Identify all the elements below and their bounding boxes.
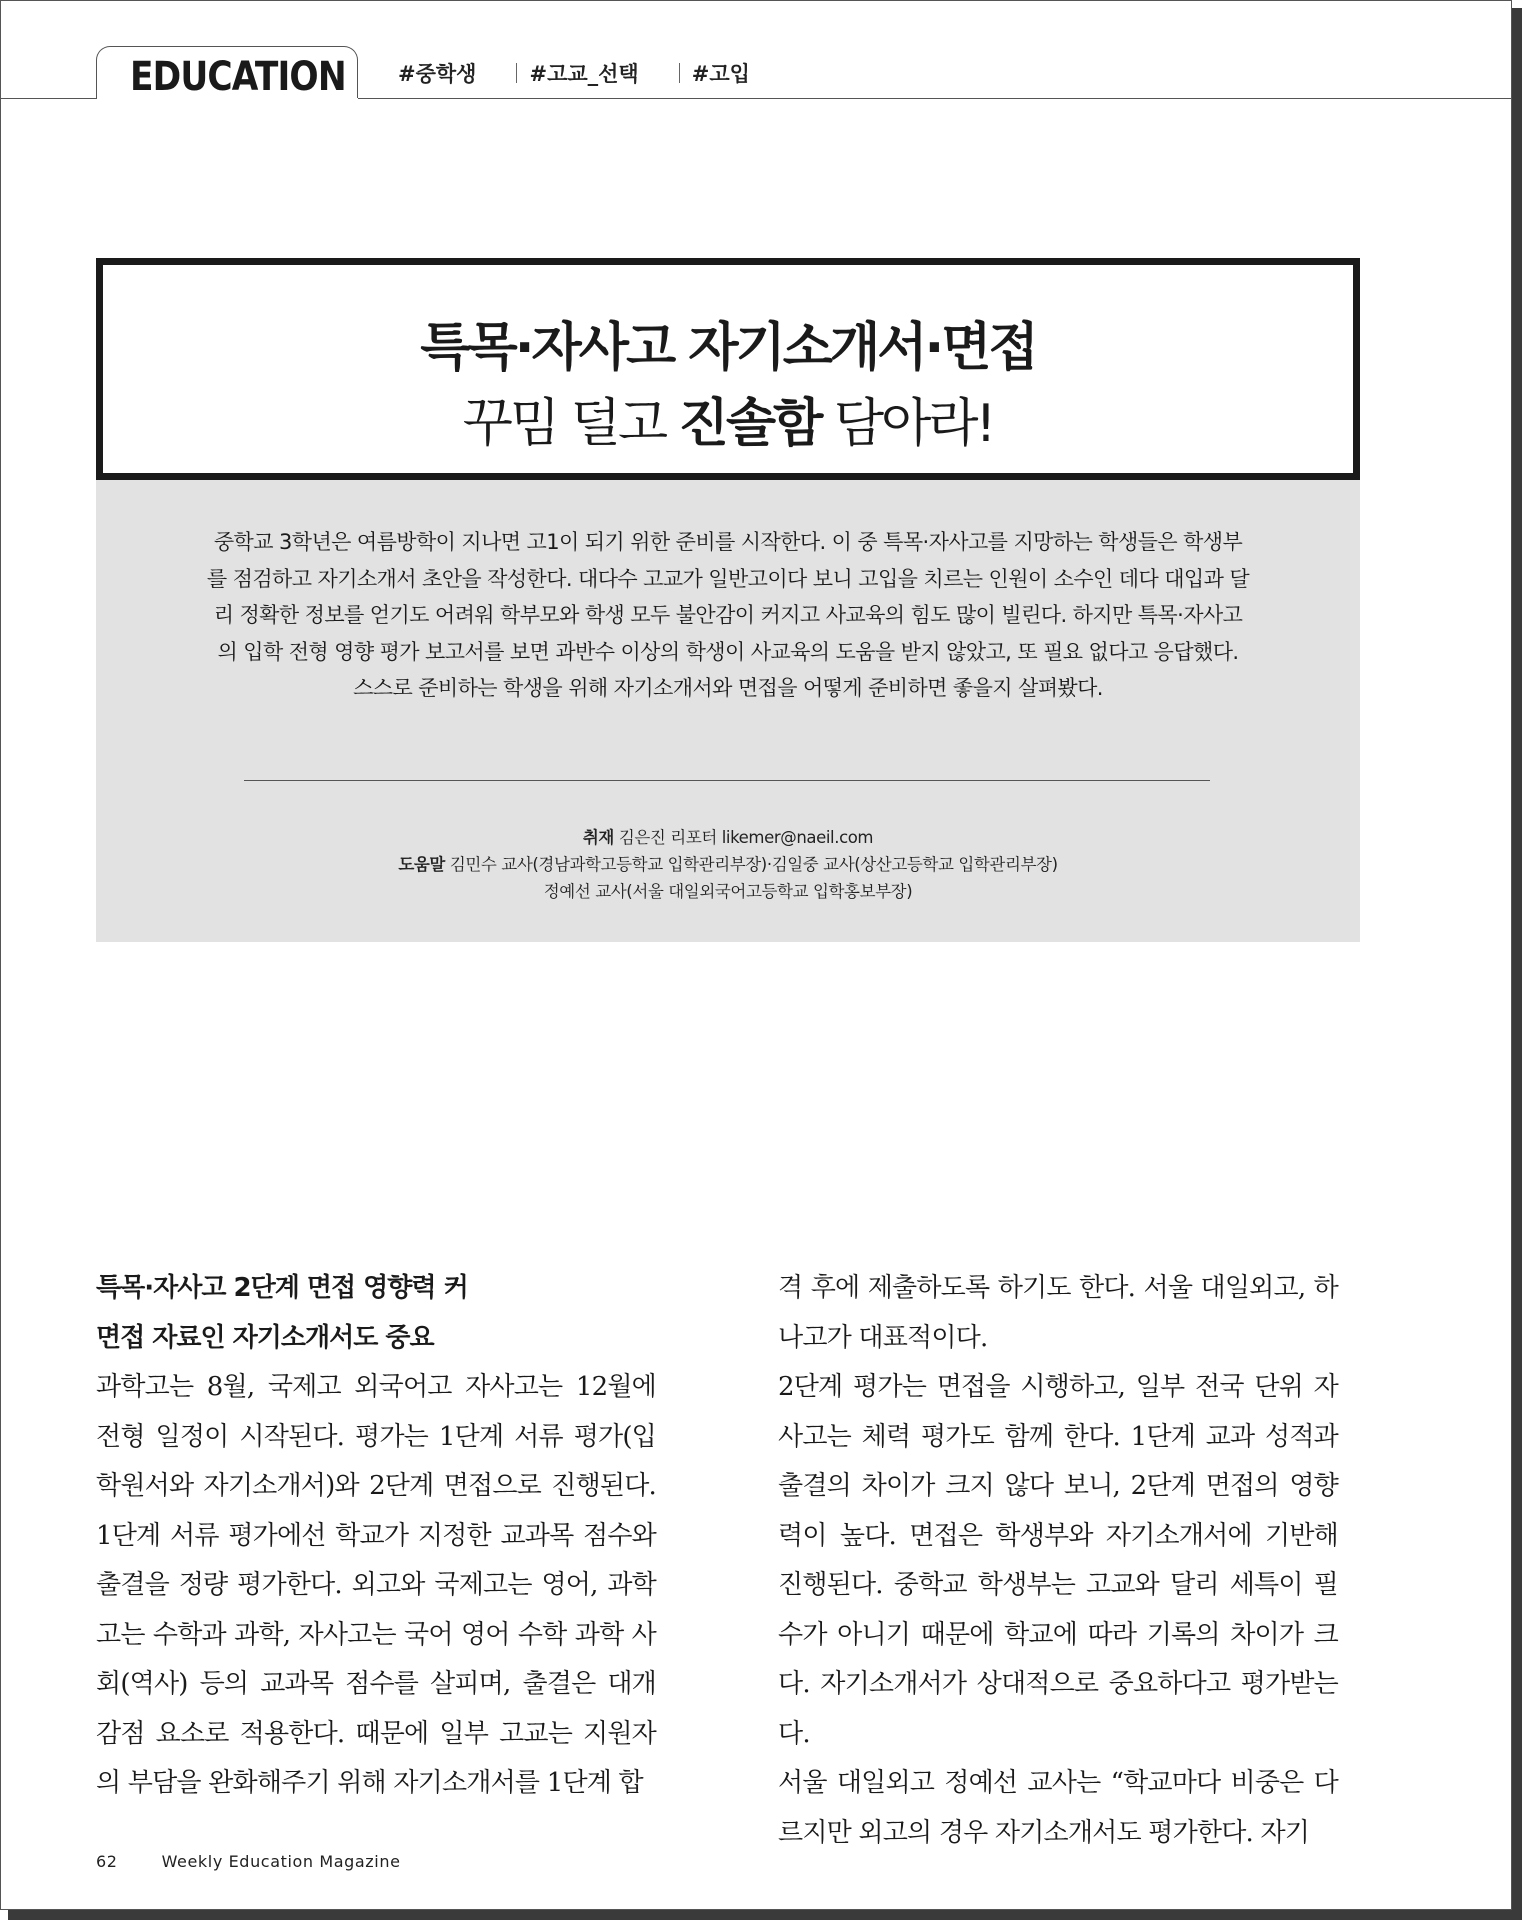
page-shadow <box>1512 8 1522 1918</box>
help-credit-continued: 정예선 교사(서울 대일외국어고등학교 입학홍보부장) <box>543 882 913 901</box>
tag[interactable]: #중학생 <box>398 62 477 86</box>
article-paragraph: 2단계 평가는 면접을 시행하고, 일부 전국 단위 자사고는 체력 평가도 함께 한다. 1단계 교과 성적과 출결의 차이가 크지 않다 보니, 2단계 면접의 영향력이 높다. 면접은 학생부와 자기소개서에 기반해 진행된다. 중학교 학생부는 고교와 달리 세특이 필수가 아니기 때문에 학교에 따라 기록의 차이가 크다. 자기소개서가 상대적으로 중요하다고 평가받는다. <box>778 1372 1338 1749</box>
magazine-name: Weekly Education Magazine <box>161 1852 401 1871</box>
page-number: 62 <box>96 1852 118 1871</box>
reporter-credit <box>96 824 1360 851</box>
article-subhead: 면접 자료인 자기소개서도 중요 <box>96 1322 434 1353</box>
lead-paragraph: 중학교 3학년은 여름방학이 지나면 고1이 되기 위한 준비를 시작한다. 이 중 특목·자사고를 지망하는 학생들은 학생부를 점검하고 자기소개서 초안을 작성한다. 대다수 고교가 일반고이다 보니 고입을 치르는 인원이 소수인 데다 대입과 달리 정확한 정보를 얻기도 어려워 학부모와 학생 모두 불안감이 커지고 사교육의 힘도 많이 빌린다. 하지만 특목·자사고의 입학 전형 영향 평가 보고서를 보면 과반수 이상의 학생이 사교육의 도움을 받지 않았고, 또 필요 없다고 응답했다. 스스로 준비하는 학생을 위해 자기소개서와 면접을 어떻게 준비하면 좋을지 살펴봤다. <box>206 530 1250 700</box>
subheadline <box>103 381 1353 456</box>
article-subhead: 특목·자사고 2단계 면접 영향력 커 <box>96 1273 468 1303</box>
help-names: 김민수 교사(경남과학고등학교 입학관리부장)·김일중 교사(상산고등학교 입학관리부장) <box>449 855 1058 874</box>
tag-list <box>398 58 750 88</box>
page-footer <box>96 1852 401 1871</box>
article-paragraph: 격 후에 제출하도록 하기도 한다. 서울 대일외고, 하나고가 대표적이다. <box>778 1273 1338 1353</box>
article-paragraph: 과학고는 8월, 국제고 외국어고 자사고는 12월에 전형 일정이 시작된다. 평가는 1단계 서류 평가(입학원서와 자기소개서)와 2단계 면접으로 진행된다. 1단계 서류 평가에선 학교가 지정한 교과목 점수와 출결을 정량 평가한다. 외고와 국제고는 영어, 과학고는 수학과 과학, 자사고는 국어 영어 수학 과학 사회(역사) 등의 교과목 점수를 살피며, 출결은 대개 감점 요소로 적용한다. 때문에 일부 고교는 지원자의 부담을 완화해주기 위해 자기소개서를 1단계 합 <box>96 1372 656 1798</box>
article-column-left <box>96 1264 656 1809</box>
article-column-right <box>778 1264 1338 1858</box>
subheadline-emphasis: 진솔함 <box>678 394 821 454</box>
section-title: EDUCATION <box>130 54 346 100</box>
page-shadow <box>8 1910 1522 1920</box>
reporter-name: 김은진 리포터 likemer@naeil.com <box>618 828 874 847</box>
subheadline-part: 꾸밈 덜고 <box>462 394 679 454</box>
credits <box>96 824 1360 905</box>
help-label: 도움말 <box>398 855 445 874</box>
lead-divider <box>244 780 1210 781</box>
header-rule <box>358 98 1512 99</box>
tag-divider <box>679 63 680 83</box>
headline: 특목·자사고 자기소개서·면접 <box>420 318 1036 378</box>
reporter-label: 취재 <box>582 828 614 847</box>
tag-divider <box>516 63 517 83</box>
article-paragraph: 서울 대일외고 정예선 교사는 “학교마다 비중은 다르지만 외고의 경우 자기소개서도 평가한다. 자기 <box>778 1768 1338 1848</box>
tag[interactable]: #고교_선택 <box>529 62 639 86</box>
tag[interactable]: #고입 <box>691 62 750 86</box>
headline-box <box>96 258 1360 480</box>
header-rule <box>0 98 97 99</box>
subheadline-part: 담아라! <box>820 394 994 454</box>
lead-box <box>96 480 1360 942</box>
help-credit <box>96 851 1360 878</box>
